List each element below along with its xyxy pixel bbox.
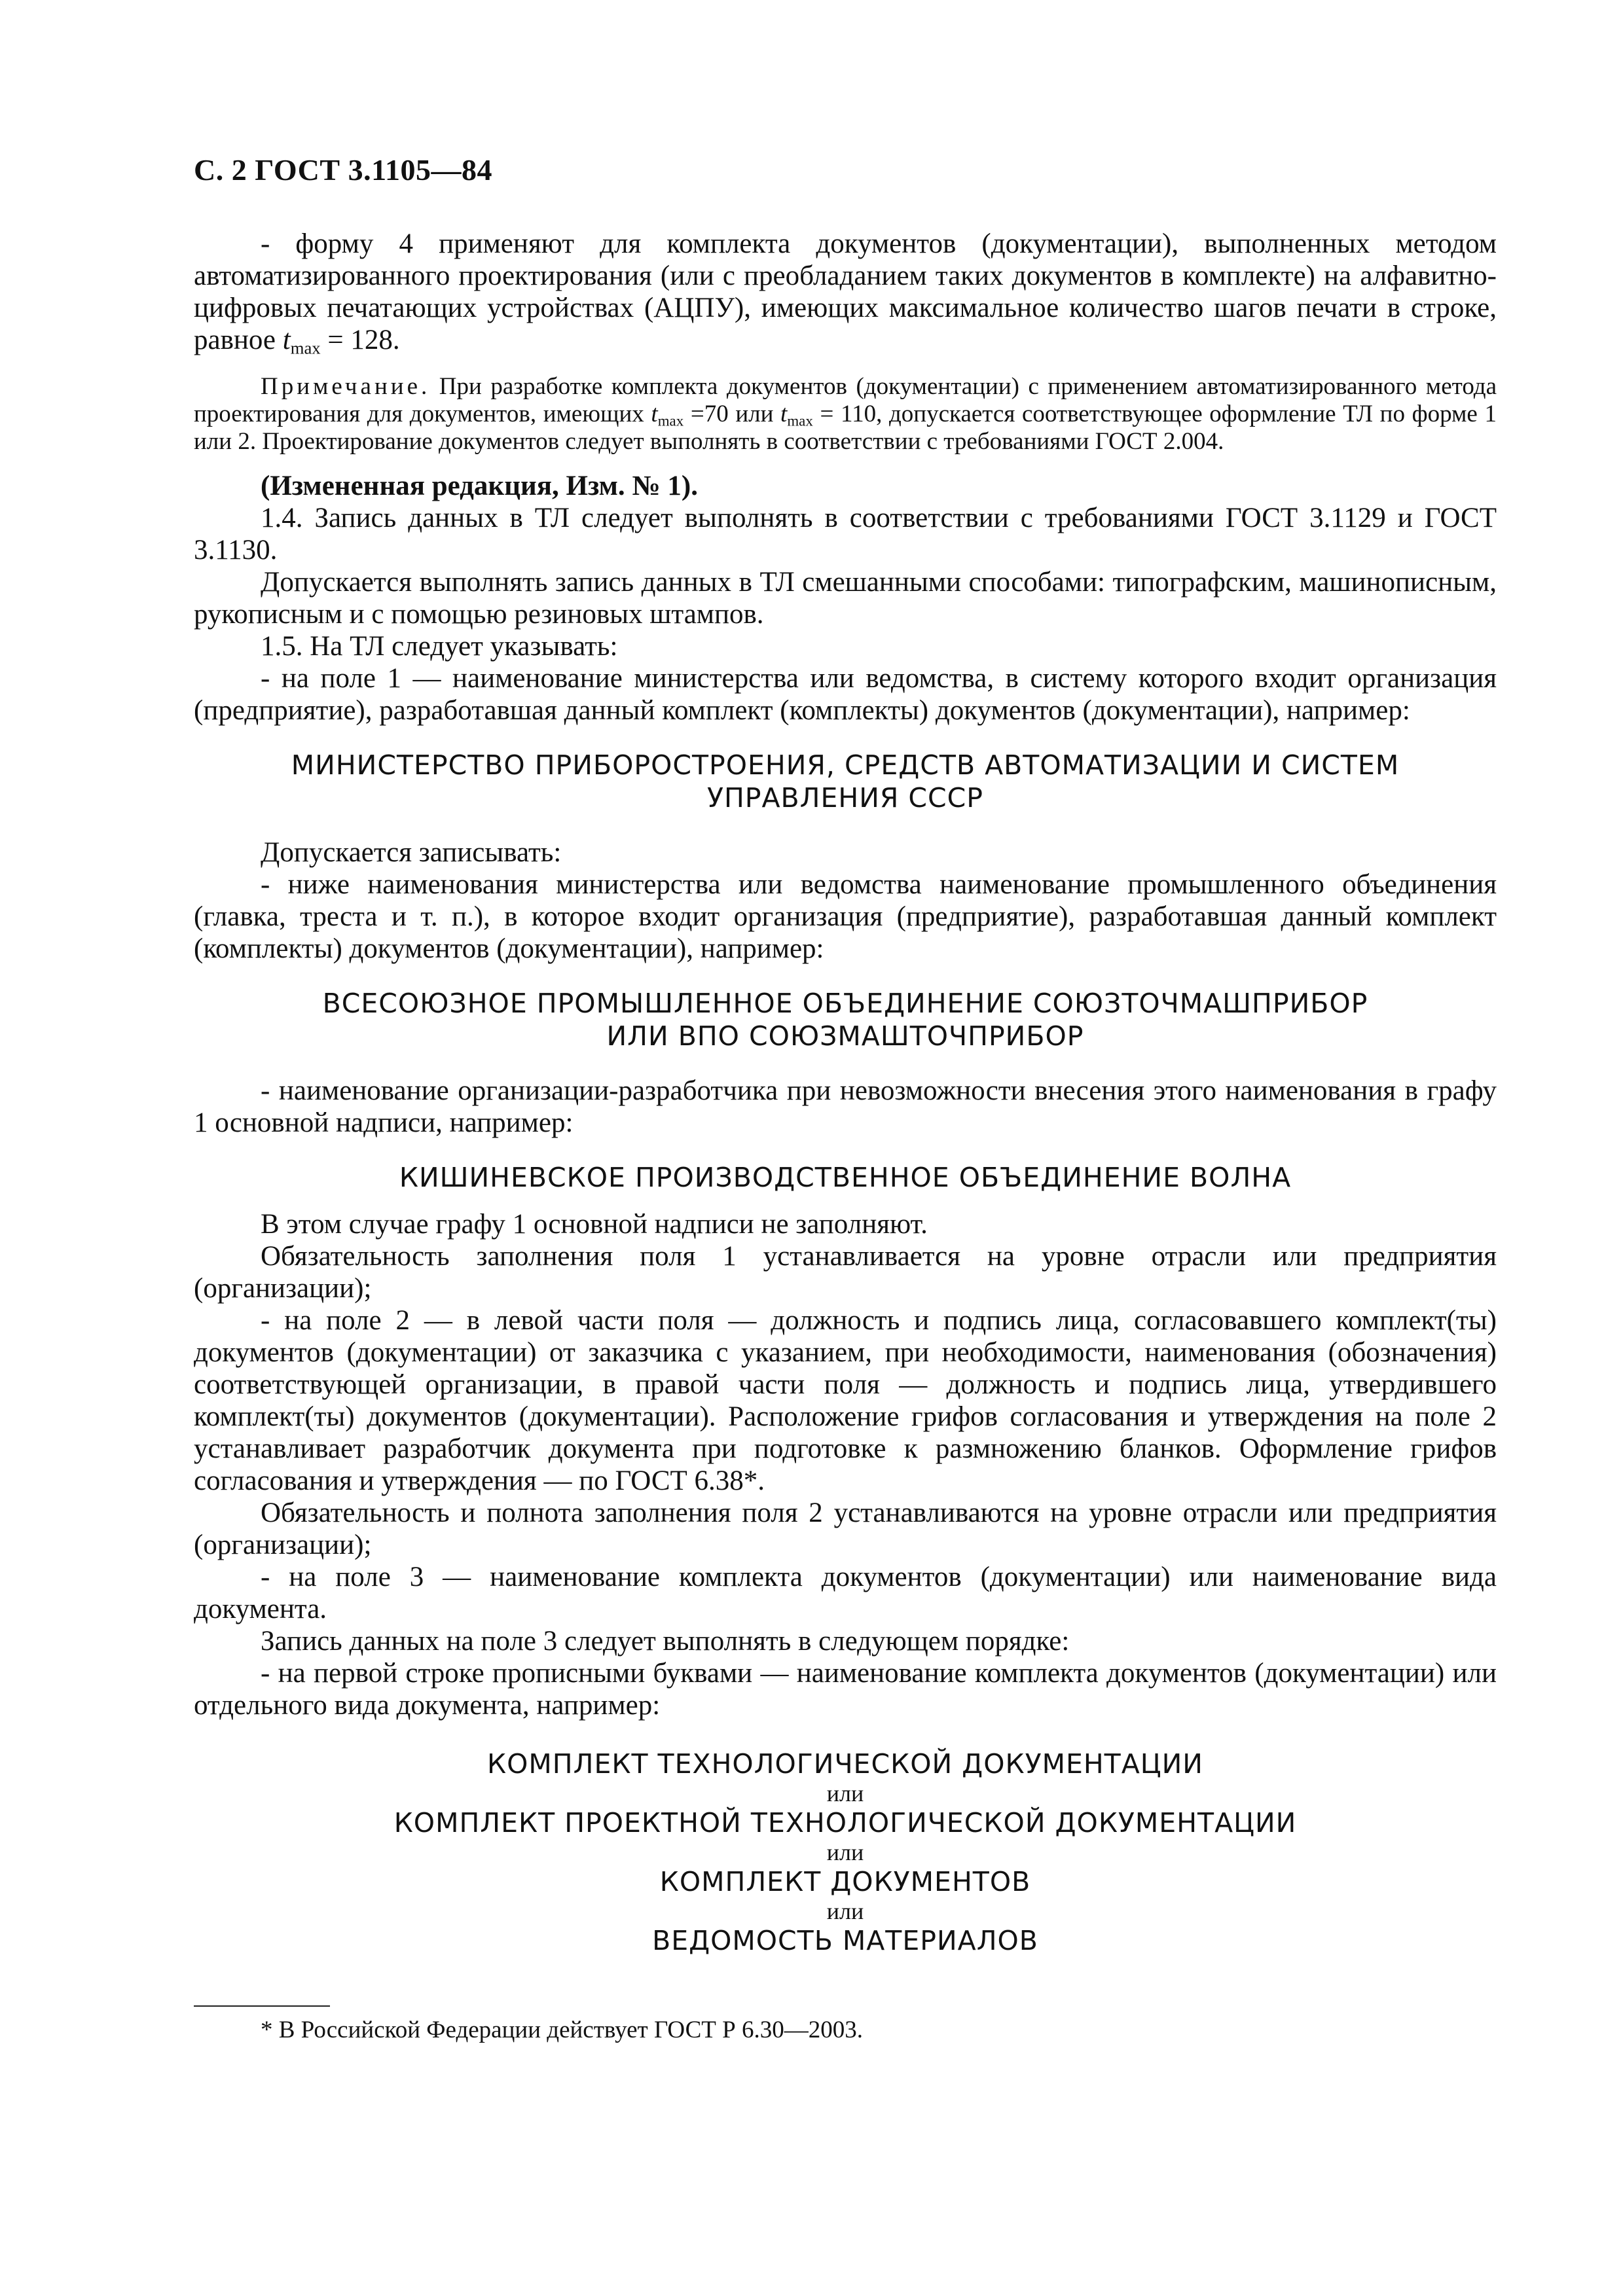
example-union: ВСЕСОЮЗНОЕ ПРОМЫШЛЕННОЕ ОБЪЕДИНЕНИЕ СОЮЗТОЧМАШПРИБОР ИЛИ ВПО СОЮЗМАШТОЧПРИБОР [322,988,1368,1052]
or-separator: или [826,1780,864,1806]
paragraph-allowed: Допускается записывать: [261,837,562,868]
paragraph-below-ministry: - ниже наименования министерства или ведомства наименование промышленного объединения (главка, треста и т. п.), в которое входит организация (предприятие), разработавшая данный комплект (комплекты) документов (документации), например: [194,869,1497,964]
or-separator: или [826,1898,864,1924]
example-document-sets [194,1748,1497,1957]
paragraph-field-3-order: Запись данных на поле 3 следует выполнять в следующем порядке: [261,1626,1070,1657]
paragraph-form-4: - форму 4 применяют для комплекта документов (документации), выполненных методом автоматизированного проектирования (или с преобладанием таких документов в комплекте) на алфавитно-цифровых печатающих устройствах (АЦПУ), имеющих максимальное количество шагов печати в строке, равное $t_{max} = 128$. [194,228,1497,358]
paragraph-org-name: - наименование организации-разработчика при невозможности внесения этого наименования в графу 1 основной надписи, например: [194,1075,1497,1138]
example-materials-list: ВЕДОМОСТЬ МАТЕРИАЛОВ [652,1925,1038,1956]
paragraph-1-4: 1.4. Запись данных в ТЛ следует выполнять в соответствии с требованиями ГОСТ 3.1129 и ГОСТ 3.1130. [194,503,1497,565]
paragraph-field-3: - на поле 3 — наименование комплекта документов (документации) или наименование вида документа. [194,1562,1497,1624]
example-set-documents: КОМПЛЕКТ ДОКУМЕНТОВ [659,1866,1031,1897]
note-paragraph: Примечание. При разработке комплекта документов (документации) с применением автоматизированного метода проектирования для документов, имеющих $t_{max} =70$ или $t_{max} = 110$, допускается соответствующее оформление ТЛ по форме 1 или 2. Проектирование документов следует выполнять в соответствии с требованиями ГОСТ 2.004. [194,373,1497,455]
page-header: С. 2 ГОСТ 3.1105—84 [194,153,493,187]
example-ministry: МИНИСТЕРСТВО ПРИБОРОСТРОЕНИЯ, СРЕДСТВ АВТОМАТИЗАЦИИ И СИСТЕМ УПРАВЛЕНИЯ СССР [291,749,1400,814]
paragraph-field-1: - на поле 1 — наименование министерства или ведомства, в систему которого входит организация (предприятие), разработавшая данный комплект (комплекты) документов (документации), например: [194,663,1497,726]
paragraph-field-2: - на поле 2 — в левой части поля — должность и подпись лица, согласовавшего комплект(ты) документов (документации) от заказчика с указанием, при необходимости, наименования (обозначения) соответствующей организации, в правой части поля — должность и подпись лица, утвердившего комплект(ты) документов (документации). Расположение грифов согласования и утверждения на поле 2 устанавливает разработчик документа при подготовке к размножению бланков. Оформление грифов согласования и утверждения — по ГОСТ 6.38*. [194,1305,1497,1496]
page-content [194,228,1497,1957]
footnote: * В Российской Федерации действует ГОСТ Р 6.30—2003. [261,2017,863,2043]
example-set-project: КОМПЛЕКТ ПРОЕКТНОЙ ТЕХНОЛОГИЧЕСКОЙ ДОКУМЕНТАЦИИ [393,1807,1297,1839]
paragraph-obligatory-2: Обязательность и полнота заполнения поля 2 устанавливаются на уровне отрасли или предприятия (организации); [194,1498,1497,1560]
paragraph-mixed-methods: Допускается выполнять запись данных в ТЛ смешанными способами: типографским, машинописным, рукописным и с помощью резиновых штампов. [194,567,1497,630]
paragraph-1-5: 1.5. На ТЛ следует указывать: [261,631,618,662]
footnote-divider [194,2005,330,2007]
example-kishinev: КИШИНЕВСКОЕ ПРОИЗВОДСТВЕННОЕ ОБЪЕДИНЕНИЕ ВОЛНА [399,1162,1292,1193]
revision-note: (Измененная редакция, Изм. № 1). [261,471,698,501]
or-separator: или [826,1839,864,1865]
note-label: Примечание. [261,373,431,400]
paragraph-obligatory-1: Обязательность заполнения поля 1 устанавливается на уровне отрасли или предприятия (организации); [194,1241,1497,1304]
paragraph-not-filled: В этом случае графу 1 основной надписи не заполняют. [261,1209,928,1240]
paragraph-first-line: - на первой строке прописными буквами — наименование комплекта документов (документации) или отдельного вида документа, например: [194,1658,1497,1721]
example-set-tech: КОМПЛЕКТ ТЕХНОЛОГИЧЕСКОЙ ДОКУМЕНТАЦИИ [487,1748,1203,1780]
